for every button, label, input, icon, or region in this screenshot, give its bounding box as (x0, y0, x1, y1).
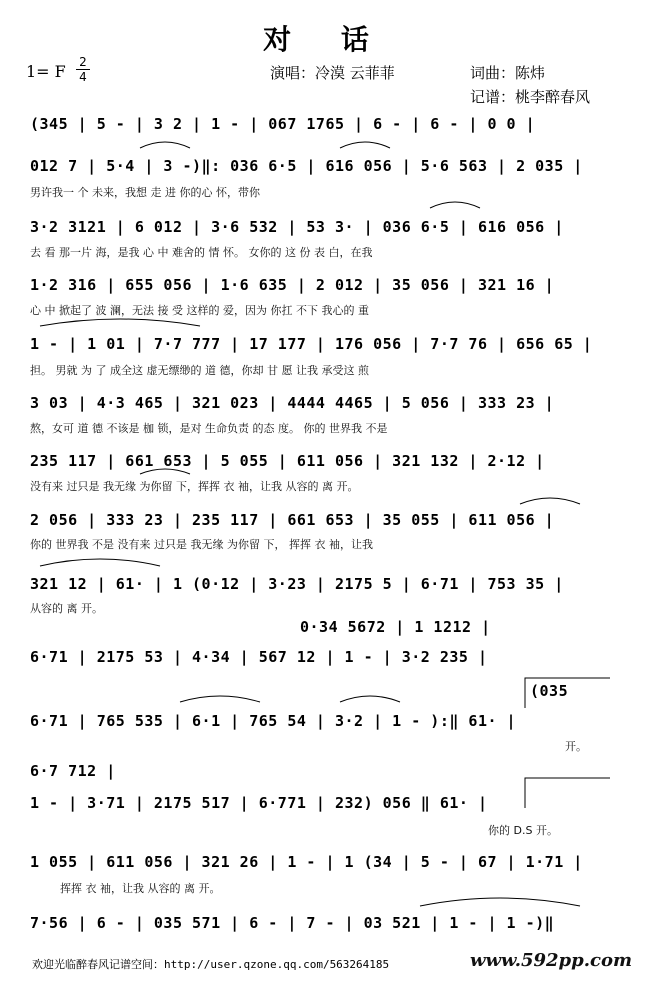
score-row: (035 (530, 682, 569, 700)
lyric-line: 挥挥 衣 袖，让我 从容的 离 开。 (60, 882, 221, 895)
lyric-line: 你的 世界我 不是 没有来 过只是 我无缘 为你留 下， 挥挥 衣 袖，让我 (30, 538, 373, 551)
score-row: 1 - | 1 01 | 7·7 777 | 17 177 | 176 056 | 7·7 76 | 656 65 | (30, 335, 593, 353)
slur-mark (40, 319, 200, 326)
slur-mark (420, 898, 580, 906)
score-row: 7·56 | 6 - | 035 571 | 6 - | 7 - | 03 521 | 1 - | 1 -)‖ (30, 914, 555, 932)
lyric-line: 男许我一 个 未来，我想 走 进 你的心 怀，带你 (30, 186, 260, 199)
score-row: 012 7 | 5·4 | 3 -)‖: 036 6·5 | 616 056 | 5·6 563 | 2 035 | (30, 157, 583, 175)
score-row: 1 - | 3·71 | 2175 517 | 6·771 | 232) 056 ‖ 61· | (30, 794, 488, 812)
slur-mark (180, 696, 260, 702)
score-row: 1 055 | 611 056 | 321 26 | 1 - | 1 (34 | 5 - | 67 | 1·71 | (30, 853, 583, 871)
lyric-line: 你的 D.S 开。 (488, 824, 558, 837)
footer-link-text: 欢迎光临醉春风记谱空间：http://user.qzone.qq.com/563264185 (32, 958, 390, 971)
site-logo: www.592pp.com (470, 950, 632, 971)
score-row: (345 | 5 - | 3 2 | 1 - | 067 1765 | 6 - | 6 - | 0 0 | (30, 115, 536, 133)
singers: 演唱：冷漠 云菲菲 (270, 64, 395, 82)
slur-mark (520, 498, 580, 504)
lyric-line: 心 中 掀起了 波 澜，无法 接 受 这样的 爱，因为 你扛 不下 我心的 重 (30, 304, 369, 317)
score-row: 2 056 | 333 23 | 235 117 | 661 653 | 35 055 | 611 056 | (30, 511, 555, 529)
key-signature: 1= F (26, 62, 66, 81)
slur-mark (40, 559, 160, 566)
lyric-line: 去 看 那一片 海，是我 心 中 难舍的 情 怀。 女你的 这 份 表 白，在我 (30, 246, 373, 259)
lyric-line: 熬，女可 道 德 不该是 枷 锁，是对 生命负责 的态 度。 你的 世界我 不是 (30, 422, 388, 435)
lyric-line: 担。 男就 为 了 成全这 虚无缥缈的 道 德，你却 甘 愿 让我 承受这 煎 (30, 364, 369, 377)
lyric-line: 从容的 离 开。 (30, 602, 103, 615)
lyric-line: 开。 (565, 740, 587, 753)
time-signature-bottom: 4 (79, 70, 87, 84)
score-row: 1·2 316 | 655 056 | 1·6 635 | 2 012 | 35 056 | 321 16 | (30, 276, 555, 294)
score-row: 6·71 | 765 535 | 6·1 | 765 54 | 3·2 | 1 - ):‖ 61· | (30, 712, 517, 730)
score-row: 3 03 | 4·3 465 | 321 023 | 4444 4465 | 5 056 | 333 23 | (30, 394, 555, 412)
transcriber: 记谱：桃李醉春风 (470, 88, 591, 106)
score-row: 321 12 | 61· | 1 (0·12 | 3·23 | 2175 5 | 6·71 | 753 35 | (30, 575, 564, 593)
score-row: 3·2 3121 | 6 012 | 3·6 532 | 53 3· | 036 6·5 | 616 056 | (30, 218, 564, 236)
score-row: 6·71 | 2175 53 | 4·34 | 567 12 | 1 - | 3·2 235 | (30, 648, 488, 666)
volta-bracket (525, 778, 610, 808)
score-row: 0·34 5672 | 1 1212 | (300, 618, 491, 636)
score-row: 235 117 | 661 653 | 5 055 | 611 056 | 321 132 | 2·12 | (30, 452, 545, 470)
score-row: 6·7 712 | (30, 762, 116, 780)
slur-mark (340, 142, 390, 148)
slur-mark (340, 696, 400, 702)
slur-mark (140, 142, 190, 148)
volta-bracket (525, 678, 610, 708)
slur-mark (430, 202, 480, 208)
slur-mark (140, 469, 190, 474)
lyric-line: 没有来 过只是 我无缘 为你留 下，挥挥 衣 袖，让我 从容的 离 开。 (30, 480, 359, 493)
time-signature-top: 2 (79, 55, 87, 69)
composer: 词曲：陈炜 (470, 64, 546, 82)
page-title: 对 话 (263, 23, 389, 56)
